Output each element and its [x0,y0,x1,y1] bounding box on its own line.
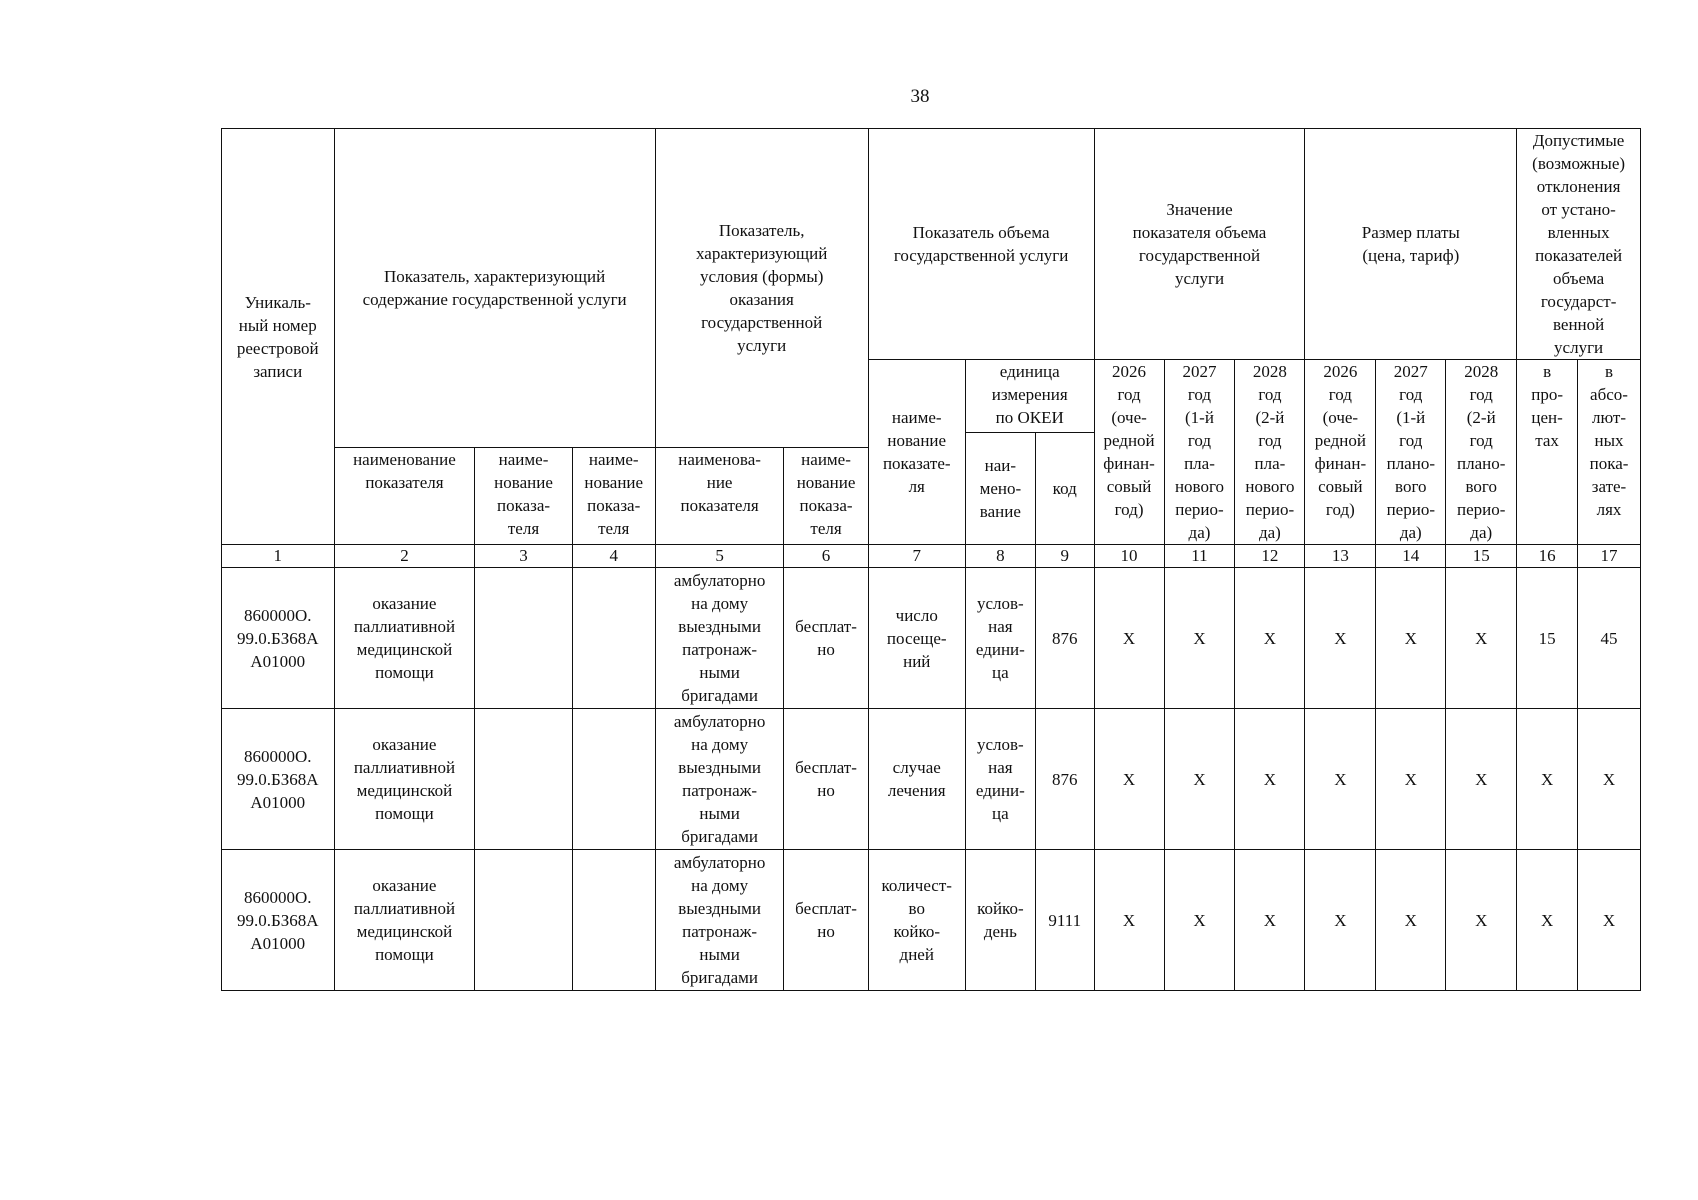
indicator-cell: число посеще- ний [868,568,965,709]
deviation-percent-cell: 15 [1517,568,1578,709]
header-indicator-name-2: наименование показателя [334,448,475,545]
code-cell: 876 [1035,568,1094,709]
column-number: 6 [784,545,868,568]
header-year-2028-value: 2028 год (2-й год пла- нового перио- да) [1235,360,1305,545]
value-2027-cell: X [1164,568,1235,709]
column-number: 10 [1094,545,1164,568]
header-row-1 [222,129,1641,360]
content-cell-3 [475,568,572,709]
column-number: 7 [868,545,965,568]
state-service-table [221,128,1641,991]
value-2028-cell: X [1235,709,1305,850]
header-condition-indicator: Показатель, характеризующий условия (формы) оказания государственной услуги [655,129,868,448]
header-volume-value: Значение показателя объема государственной услуги [1094,129,1305,360]
header-deviations: Допустимые (возможные) отклонения от устано- вленных показателей объема государст- венной услуги [1517,129,1641,360]
value-2028-cell: X [1235,568,1305,709]
value-2026-cell: X [1094,850,1164,991]
content-cell-4 [572,568,655,709]
fee-2027-cell: X [1376,568,1446,709]
header-indicator-name-3: наиме- нование показа- теля [475,448,572,545]
deviation-percent-cell: X [1517,850,1578,991]
column-number: 9 [1035,545,1094,568]
header-fee-size: Размер платы (цена, тариф) [1305,129,1517,360]
fee-2027-cell: X [1376,709,1446,850]
unit-cell: услов- ная едини- ца [965,568,1035,709]
column-number: 11 [1164,545,1235,568]
header-unique-number: Уникаль- ный номер реестровой записи [222,129,335,545]
content-cell: оказание паллиативной медицинской помощи [334,850,475,991]
column-number: 15 [1446,545,1517,568]
registry-number-cell: 860000О. 99.0.БЗ68А А01000 [222,850,335,991]
fee-2026-cell: X [1305,709,1376,850]
deviation-absolute-cell: X [1578,850,1641,991]
column-number: 17 [1578,545,1641,568]
content-cell: оказание паллиативной медицинской помощи [334,568,475,709]
header-in-percent: в про- цен- тах [1517,360,1578,545]
column-number: 2 [334,545,475,568]
content-cell-3 [475,709,572,850]
column-number: 3 [475,545,572,568]
column-number: 14 [1376,545,1446,568]
deviation-percent-cell: X [1517,709,1578,850]
value-2028-cell: X [1235,850,1305,991]
payment-cell: бесплат- но [784,850,868,991]
table-row [222,709,1641,850]
value-2026-cell: X [1094,709,1164,850]
header-unit-name: наи- мено- вание [965,433,1035,545]
column-number: 8 [965,545,1035,568]
value-2027-cell: X [1164,709,1235,850]
deviation-absolute-cell: X [1578,709,1641,850]
payment-cell: бесплат- но [784,709,868,850]
content-cell-3 [475,850,572,991]
header-indicator-name-5: наименова- ние показателя [655,448,784,545]
table-row [222,568,1641,709]
header-in-absolute: в абсо- лют- ных пока- зате- лях [1578,360,1641,545]
indicator-cell: количест- во койко- дней [868,850,965,991]
header-volume-indicator: Показатель объема государственной услуги [868,129,1094,360]
header-unit-okei: единица измерения по ОКЕИ [965,360,1094,433]
condition-cell: амбулаторно на дому выездными патронаж- ными бригадами [655,850,784,991]
header-year-2027-fee: 2027 год (1-й год плано- вого перио- да) [1376,360,1446,545]
header-year-2026-value: 2026 год (оче- редной финан- совый год) [1094,360,1164,545]
content-cell-4 [572,709,655,850]
fee-2028-cell: X [1446,568,1517,709]
column-number: 4 [572,545,655,568]
unit-cell: услов- ная едини- ца [965,709,1035,850]
column-number: 12 [1235,545,1305,568]
fee-2028-cell: X [1446,850,1517,991]
header-content-indicator: Показатель, характеризующий содержание государственной услуги [334,129,655,448]
page-number: 38 [910,86,930,107]
content-cell: оказание паллиативной медицинской помощи [334,709,475,850]
header-indicator-name-4: наиме- нование показа- теля [572,448,655,545]
content-cell-4 [572,850,655,991]
value-2026-cell: X [1094,568,1164,709]
condition-cell: амбулаторно на дому выездными патронаж- ными бригадами [655,709,784,850]
header-year-2028-fee: 2028 год (2-й год плано- вого перио- да) [1446,360,1517,545]
value-2027-cell: X [1164,850,1235,991]
header-year-2026-fee: 2026 год (оче- редной финан- совый год) [1305,360,1376,545]
registry-number-cell: 860000О. 99.0.БЗ68А А01000 [222,709,335,850]
registry-number-cell: 860000О. 99.0.БЗ68А А01000 [222,568,335,709]
code-cell: 9111 [1035,850,1094,991]
column-number: 5 [655,545,784,568]
column-number: 13 [1305,545,1376,568]
header-year-2027-value: 2027 год (1-й год пла- нового перио- да) [1164,360,1235,545]
header-indicator-name-6: наиме- нование показа- теля [784,448,868,545]
table-row [222,850,1641,991]
fee-2028-cell: X [1446,709,1517,850]
column-number: 16 [1517,545,1578,568]
deviation-absolute-cell: 45 [1578,568,1641,709]
code-cell: 876 [1035,709,1094,850]
column-number-row [222,545,1641,568]
indicator-cell: случае лечения [868,709,965,850]
fee-2026-cell: X [1305,568,1376,709]
column-number: 1 [222,545,335,568]
condition-cell: амбулаторно на дому выездными патронаж- ными бригадами [655,568,784,709]
header-unit-code: код [1035,433,1094,545]
fee-2026-cell: X [1305,850,1376,991]
fee-2027-cell: X [1376,850,1446,991]
header-indicator-name-7: наиме- нование показате- ля [868,360,965,545]
payment-cell: бесплат- но [784,568,868,709]
unit-cell: койко- день [965,850,1035,991]
